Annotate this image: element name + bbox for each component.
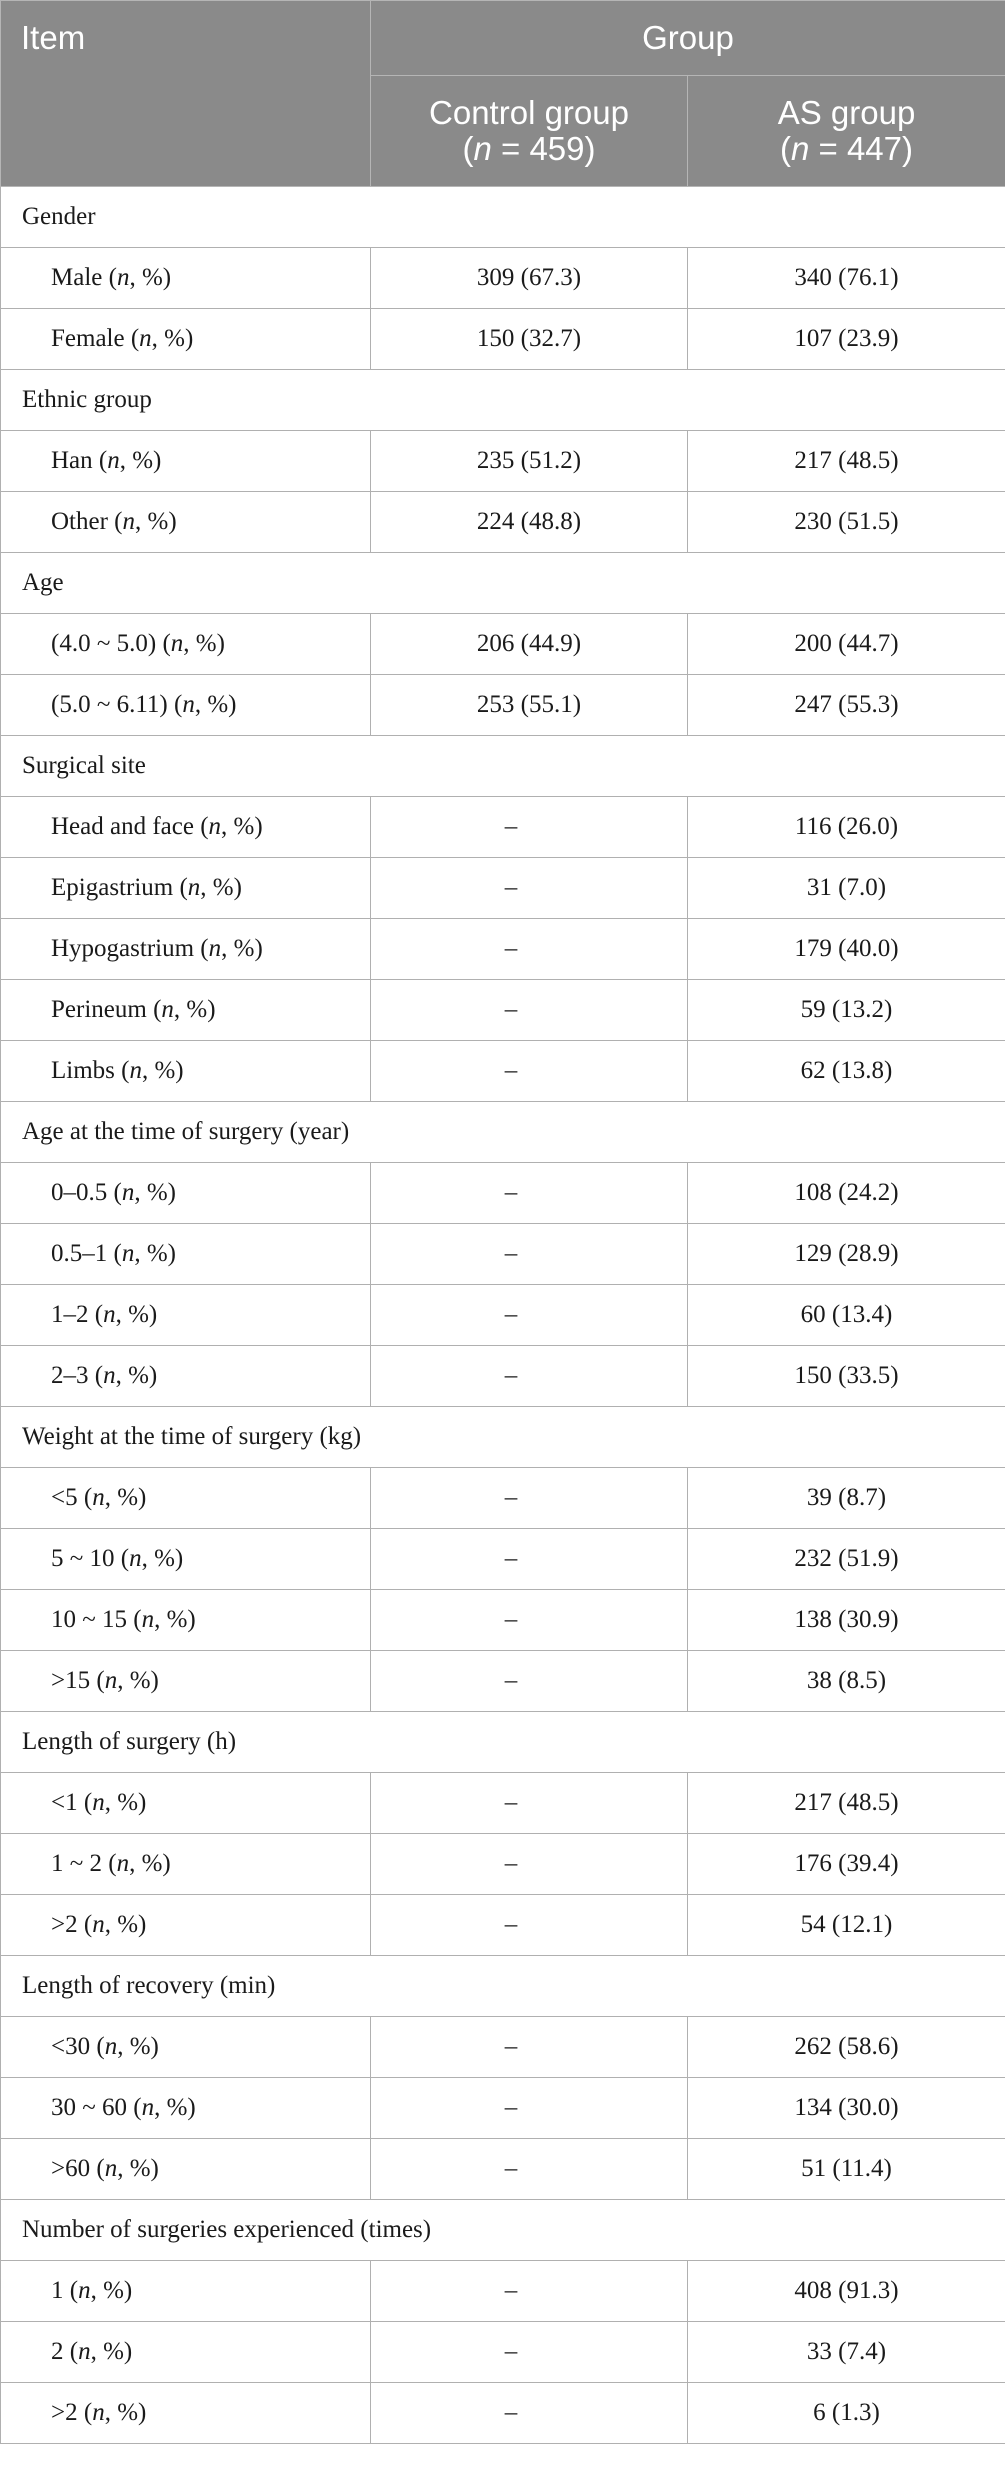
- control-value: –: [371, 1224, 688, 1285]
- as-value: 232 (51.9): [688, 1529, 1005, 1590]
- row-suffix-close: , %): [104, 1484, 147, 1511]
- row-suffix-close: , %): [129, 1850, 171, 1877]
- row-suffix-close: , %): [115, 1301, 158, 1328]
- row-label: 5 ~ 10: [51, 1545, 115, 1572]
- row-suffix-close: , %): [104, 1789, 147, 1816]
- row-suffix-open: (: [90, 2155, 105, 2182]
- row-suffix-open: (: [77, 2399, 93, 2426]
- row-suffix-var: n: [104, 2033, 118, 2060]
- row-suffix-var: n: [161, 996, 174, 1023]
- row-suffix-open: (: [88, 1362, 104, 1389]
- table-row: [1, 1651, 1005, 1712]
- table-row: [1, 1163, 1005, 1224]
- table-row: [1, 1895, 1005, 1956]
- section-row: [1, 1712, 1005, 1773]
- row-suffix-var: n: [107, 447, 120, 474]
- control-group-name: Control group: [429, 94, 629, 132]
- as-value: 38 (8.5): [688, 1651, 1005, 1712]
- as-value: 129 (28.9): [688, 1224, 1005, 1285]
- header-as-group: [688, 76, 1005, 187]
- row-suffix-close: , %): [90, 2277, 133, 2304]
- section-title: Ethnic group: [1, 370, 1005, 431]
- as-value: 247 (55.3): [688, 675, 1005, 736]
- row-label: 2–3: [51, 1362, 89, 1389]
- row-suffix-open: (: [102, 1850, 117, 1877]
- row-label: Male: [51, 264, 103, 291]
- row-label-cell: [1, 2383, 371, 2444]
- row-suffix-close: , %): [115, 1362, 158, 1389]
- row-suffix-open: (: [114, 1057, 130, 1084]
- as-value: 62 (13.8): [688, 1041, 1005, 1102]
- control-value: –: [371, 858, 688, 919]
- table-row: [1, 492, 1005, 553]
- control-value: –: [371, 2139, 688, 2200]
- as-value: 200 (44.7): [688, 614, 1005, 675]
- table-row: [1, 919, 1005, 980]
- control-value: –: [371, 919, 688, 980]
- row-suffix-close: , %): [154, 1606, 196, 1633]
- row-label: (5.0 ~ 6.11): [51, 691, 168, 718]
- row-suffix-close: , %): [134, 1179, 176, 1206]
- control-value: 150 (32.7): [371, 309, 688, 370]
- row-suffix-open: (: [63, 2338, 79, 2365]
- control-n-var: n: [473, 130, 492, 167]
- table-row: [1, 980, 1005, 1041]
- row-suffix-close: , %): [134, 1240, 176, 1267]
- row-label: Perineum: [51, 996, 147, 1023]
- control-value: –: [371, 1895, 688, 1956]
- row-suffix-var: n: [182, 691, 195, 718]
- section-title: Weight at the time of surgery (kg): [1, 1407, 1005, 1468]
- as-value: 176 (39.4): [688, 1834, 1005, 1895]
- row-suffix-close: , %): [151, 325, 194, 352]
- as-value: 138 (30.9): [688, 1590, 1005, 1651]
- control-value: –: [371, 2322, 688, 2383]
- row-label: Head and face: [51, 813, 194, 840]
- row-label: Hypogastrium: [51, 935, 195, 962]
- row-suffix-open: (: [77, 1911, 93, 1938]
- row-suffix-var: n: [121, 1179, 135, 1206]
- table-row: [1, 431, 1005, 492]
- section-title: Number of surgeries experienced (times): [1, 2200, 1005, 2261]
- row-label-cell: [1, 492, 371, 553]
- row-label: (4.0 ~ 5.0): [51, 630, 157, 657]
- as-value: 6 (1.3): [688, 2383, 1005, 2444]
- row-label-cell: [1, 431, 371, 492]
- row-suffix-close: , %): [200, 874, 242, 901]
- row-label: >2: [51, 1911, 78, 1938]
- row-label-cell: [1, 1895, 371, 1956]
- table-row: [1, 309, 1005, 370]
- row-label-cell: [1, 1224, 371, 1285]
- table-row: [1, 1468, 1005, 1529]
- as-value: 31 (7.0): [688, 858, 1005, 919]
- table-row: [1, 797, 1005, 858]
- control-value: –: [371, 797, 688, 858]
- table-row: [1, 2261, 1005, 2322]
- section-row: [1, 187, 1005, 248]
- row-label-cell: [1, 248, 371, 309]
- control-value: 309 (67.3): [371, 248, 688, 309]
- row-suffix-var: n: [103, 1301, 116, 1328]
- row-suffix-close: , %): [154, 2094, 196, 2121]
- row-suffix-close: , %): [117, 1667, 159, 1694]
- row-label-cell: [1, 2322, 371, 2383]
- control-value: –: [371, 1773, 688, 1834]
- row-label-cell: [1, 675, 371, 736]
- table-row: [1, 2383, 1005, 2444]
- row-label: 0.5–1: [51, 1240, 108, 1267]
- table-row: [1, 1590, 1005, 1651]
- row-suffix-open: (: [107, 1179, 122, 1206]
- row-suffix-var: n: [92, 1484, 105, 1511]
- row-label-cell: [1, 1529, 371, 1590]
- control-n-open: (: [462, 130, 474, 167]
- row-suffix-open: (: [77, 1484, 93, 1511]
- as-value: 33 (7.4): [688, 2322, 1005, 2383]
- row-label-cell: [1, 1285, 371, 1346]
- row-label-cell: [1, 2261, 371, 2322]
- as-value: 340 (76.1): [688, 248, 1005, 309]
- row-suffix-open: (: [77, 1789, 93, 1816]
- table-row: [1, 675, 1005, 736]
- row-label: >2: [51, 2399, 78, 2426]
- control-value: 224 (48.8): [371, 492, 688, 553]
- control-value: –: [371, 1285, 688, 1346]
- table-row: [1, 2078, 1005, 2139]
- row-suffix-open: (: [146, 996, 162, 1023]
- table-row: [1, 248, 1005, 309]
- row-suffix-close: , %): [141, 1545, 184, 1572]
- row-label-cell: [1, 1041, 371, 1102]
- as-value: 230 (51.5): [688, 492, 1005, 553]
- as-value: 51 (11.4): [688, 2139, 1005, 2200]
- table-body: [1, 187, 1005, 2444]
- row-label: Female: [51, 325, 125, 352]
- header-item-label: Item: [21, 19, 86, 56]
- row-label: 2: [51, 2338, 64, 2365]
- control-value: –: [371, 1346, 688, 1407]
- row-suffix-open: (: [88, 1301, 104, 1328]
- table-row: [1, 1041, 1005, 1102]
- row-suffix-open: (: [92, 447, 108, 474]
- row-suffix-var: n: [104, 1667, 118, 1694]
- row-label: >60: [51, 2155, 91, 2182]
- row-suffix-close: , %): [135, 508, 177, 535]
- control-value: –: [371, 1529, 688, 1590]
- row-suffix-var: n: [116, 264, 130, 291]
- row-label-cell: [1, 614, 371, 675]
- row-label: 30 ~ 60: [51, 2094, 128, 2121]
- as-value: 408 (91.3): [688, 2261, 1005, 2322]
- row-label-cell: [1, 1163, 371, 1224]
- row-suffix-open: (: [90, 2033, 105, 2060]
- as-value: 107 (23.9): [688, 309, 1005, 370]
- row-suffix-var: n: [104, 2155, 118, 2182]
- row-suffix-var: n: [208, 935, 222, 962]
- section-title: Length of surgery (h): [1, 1712, 1005, 1773]
- row-label-cell: [1, 1590, 371, 1651]
- as-value: 54 (12.1): [688, 1895, 1005, 1956]
- row-label-cell: [1, 2078, 371, 2139]
- row-suffix-close: , %): [104, 2399, 147, 2426]
- row-label-cell: [1, 1346, 371, 1407]
- row-suffix-var: n: [141, 1606, 155, 1633]
- row-suffix-open: (: [90, 1667, 105, 1694]
- row-label: 1 ~ 2: [51, 1850, 103, 1877]
- control-value: –: [371, 1041, 688, 1102]
- as-value: 217 (48.5): [688, 1773, 1005, 1834]
- row-label-cell: [1, 2017, 371, 2078]
- row-suffix-var: n: [92, 1789, 105, 1816]
- row-label: Other: [51, 508, 108, 535]
- section-title: Age: [1, 553, 1005, 614]
- row-suffix-var: n: [129, 1057, 142, 1084]
- row-label-cell: [1, 309, 371, 370]
- row-label-cell: [1, 858, 371, 919]
- header-control-group: [371, 76, 688, 187]
- as-group-name: AS group: [777, 94, 916, 132]
- row-suffix-open: (: [173, 874, 188, 901]
- section-row: [1, 370, 1005, 431]
- row-label: Han: [51, 447, 93, 474]
- row-label: <30: [51, 2033, 91, 2060]
- row-label: 1–2: [51, 1301, 89, 1328]
- table-row: [1, 858, 1005, 919]
- row-suffix-var: n: [139, 325, 152, 352]
- section-row: [1, 2200, 1005, 2261]
- row-suffix-close: , %): [90, 2338, 133, 2365]
- as-value: 39 (8.7): [688, 1468, 1005, 1529]
- table-row: [1, 1346, 1005, 1407]
- as-value: 217 (48.5): [688, 431, 1005, 492]
- row-suffix-var: n: [141, 2094, 155, 2121]
- as-n-count: = 447): [809, 130, 914, 167]
- row-label: <5: [51, 1484, 78, 1511]
- row-suffix-close: , %): [221, 813, 263, 840]
- row-label-cell: [1, 919, 371, 980]
- section-title: Surgical site: [1, 736, 1005, 797]
- row-suffix-var: n: [122, 508, 135, 535]
- section-row: [1, 1102, 1005, 1163]
- row-label-cell: [1, 2139, 371, 2200]
- row-label-cell: [1, 1651, 371, 1712]
- row-suffix-open: (: [194, 935, 209, 962]
- row-suffix-open: (: [107, 508, 123, 535]
- control-value: –: [371, 2017, 688, 2078]
- section-row: [1, 736, 1005, 797]
- section-row: [1, 553, 1005, 614]
- row-suffix-var: n: [78, 2277, 91, 2304]
- header-item: [1, 1, 371, 187]
- row-label-cell: [1, 980, 371, 1041]
- row-suffix-var: n: [103, 1362, 116, 1389]
- control-value: –: [371, 1468, 688, 1529]
- as-value: 134 (30.0): [688, 2078, 1005, 2139]
- row-suffix-close: , %): [194, 691, 237, 718]
- row-suffix-var: n: [208, 813, 222, 840]
- as-value: 262 (58.6): [688, 2017, 1005, 2078]
- section-title: Gender: [1, 187, 1005, 248]
- control-value: –: [371, 1163, 688, 1224]
- table-row: [1, 1529, 1005, 1590]
- control-value: –: [371, 1834, 688, 1895]
- row-suffix-open: (: [114, 1545, 130, 1572]
- table-row: [1, 2322, 1005, 2383]
- as-value: 60 (13.4): [688, 1285, 1005, 1346]
- control-value: 235 (51.2): [371, 431, 688, 492]
- row-label-cell: [1, 797, 371, 858]
- table-row: [1, 1773, 1005, 1834]
- row-suffix-close: , %): [221, 935, 263, 962]
- control-value: 206 (44.9): [371, 614, 688, 675]
- control-value: –: [371, 980, 688, 1041]
- row-suffix-open: (: [107, 1240, 122, 1267]
- row-suffix-close: , %): [117, 2033, 159, 2060]
- row-suffix-close: , %): [173, 996, 216, 1023]
- row-suffix-var: n: [121, 1240, 135, 1267]
- row-label: 10 ~ 15: [51, 1606, 128, 1633]
- row-suffix-open: (: [124, 325, 140, 352]
- row-suffix-var: n: [116, 1850, 130, 1877]
- table-row: [1, 1224, 1005, 1285]
- row-label: 1: [51, 2277, 64, 2304]
- section-title: Age at the time of surgery (year): [1, 1102, 1005, 1163]
- as-value: 150 (33.5): [688, 1346, 1005, 1407]
- row-label: <1: [51, 1789, 78, 1816]
- table-row: [1, 614, 1005, 675]
- as-n-open: (: [779, 130, 791, 167]
- row-suffix-open: (: [127, 1606, 142, 1633]
- control-n-count: = 459): [491, 130, 596, 167]
- row-suffix-var: n: [129, 1545, 142, 1572]
- row-label-cell: [1, 1834, 371, 1895]
- table-row: [1, 1285, 1005, 1346]
- row-suffix-close: , %): [183, 630, 225, 657]
- section-title: Length of recovery (min): [1, 1956, 1005, 2017]
- table-row: [1, 1834, 1005, 1895]
- control-value: –: [371, 2383, 688, 2444]
- section-row: [1, 1956, 1005, 2017]
- row-label-cell: [1, 1468, 371, 1529]
- table-header: [1, 1, 1005, 187]
- row-suffix-close: , %): [129, 264, 172, 291]
- control-value: –: [371, 1590, 688, 1651]
- row-label: >15: [51, 1667, 91, 1694]
- as-value: 179 (40.0): [688, 919, 1005, 980]
- row-suffix-close: , %): [104, 1911, 147, 1938]
- as-value: 116 (26.0): [688, 797, 1005, 858]
- row-suffix-open: (: [63, 2277, 79, 2304]
- control-value: –: [371, 1651, 688, 1712]
- as-n-var: n: [790, 130, 810, 167]
- header-group-label: Group: [642, 19, 734, 56]
- row-suffix-close: , %): [141, 1057, 184, 1084]
- row-label: Limbs: [51, 1057, 115, 1084]
- row-label: 0–0.5: [51, 1179, 108, 1206]
- as-value: 108 (24.2): [688, 1163, 1005, 1224]
- row-label-cell: [1, 1773, 371, 1834]
- section-row: [1, 1407, 1005, 1468]
- row-suffix-open: (: [102, 264, 117, 291]
- row-suffix-var: n: [78, 2338, 91, 2365]
- as-value: 59 (13.2): [688, 980, 1005, 1041]
- row-suffix-open: (: [127, 2094, 142, 2121]
- row-suffix-open: (: [193, 813, 209, 840]
- row-suffix-close: , %): [117, 2155, 159, 2182]
- row-suffix-var: n: [187, 874, 201, 901]
- row-label: Epigastrium: [51, 874, 174, 901]
- control-value: 253 (55.1): [371, 675, 688, 736]
- row-suffix-var: n: [92, 2399, 105, 2426]
- table-row: [1, 2139, 1005, 2200]
- row-suffix-var: n: [170, 630, 184, 657]
- row-suffix-var: n: [92, 1911, 105, 1938]
- row-suffix-close: , %): [119, 447, 162, 474]
- header-group: [371, 1, 1005, 76]
- control-value: –: [371, 2078, 688, 2139]
- table-row: [1, 2017, 1005, 2078]
- control-value: –: [371, 2261, 688, 2322]
- row-suffix-open: (: [156, 630, 171, 657]
- row-suffix-open: (: [167, 691, 183, 718]
